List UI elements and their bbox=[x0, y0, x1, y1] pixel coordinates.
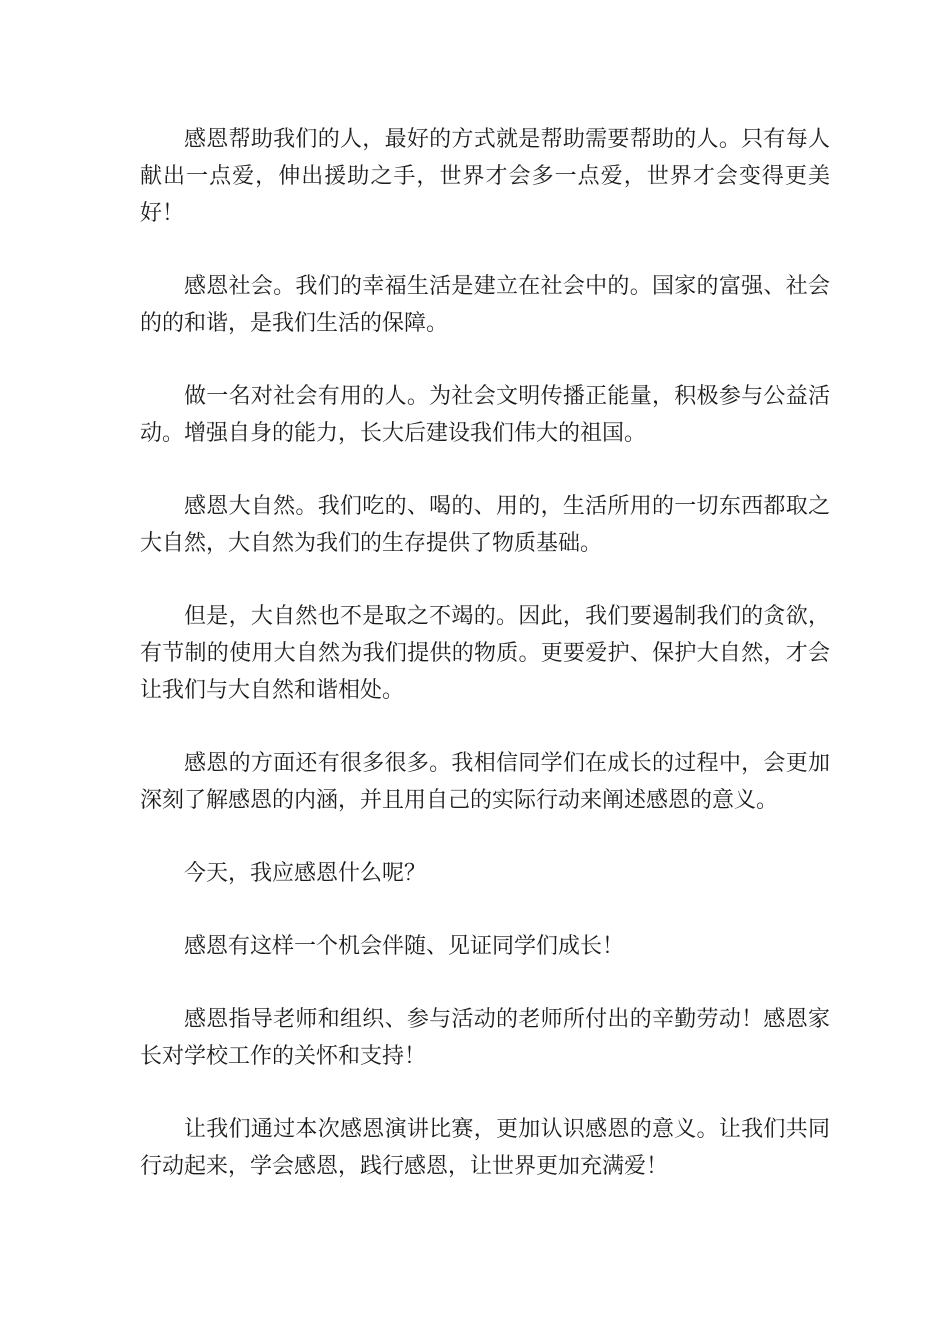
paragraph-6: 感恩的方面还有很多很多。我相信同学们在成长的过程中，会更加深刻了解感恩的内涵，并且用自己的实际行动来阐述感恩的意义。 bbox=[140, 751, 830, 813]
paragraph-9: 感恩指导老师和组织、参与活动的老师所付出的辛勤劳动！感恩家长对学校工作的关怀和支持！ bbox=[140, 1007, 830, 1069]
paragraph-2: 感恩社会。我们的幸福生活是建立在社会中的。国家的富强、社会的的和谐，是我们生活的保障。 bbox=[140, 274, 830, 336]
paragraph-7: 今天，我应感恩什么呢？ bbox=[184, 861, 427, 886]
paragraph-1: 感恩帮助我们的人，最好的方式就是帮助需要帮助的人。只有每人献出一点爱，伸出援助之手，世界才会多一点爱，世界才会变得更美好！ bbox=[140, 127, 830, 226]
paragraph-8: 感恩有这样一个机会伴随、见证同学们成长！ bbox=[184, 934, 625, 959]
paragraph-3: 做一名对社会有用的人。为社会文明传播正能量，积极参与公益活动。增强自身的能力，长大后建设我们伟大的祖国。 bbox=[140, 384, 830, 446]
paragraph-5: 但是，大自然也不是取之不竭的。因此，我们要遏制我们的贪欲，有节制的使用大自然为我们提供的物质。更要爱护、保护大自然，才会让我们与大自然和谐相处。 bbox=[140, 604, 830, 703]
paragraph-4: 感恩大自然。我们吃的、喝的、用的，生活所用的一切东西都取之大自然，大自然为我们的生存提供了物质基础。 bbox=[140, 494, 830, 556]
paragraph-10: 让我们通过本次感恩演讲比赛，更加认识感恩的意义。让我们共同行动起来，学会感恩，践行感恩，让世界更加充满爱！ bbox=[140, 1117, 830, 1179]
document-body bbox=[140, 121, 830, 1221]
